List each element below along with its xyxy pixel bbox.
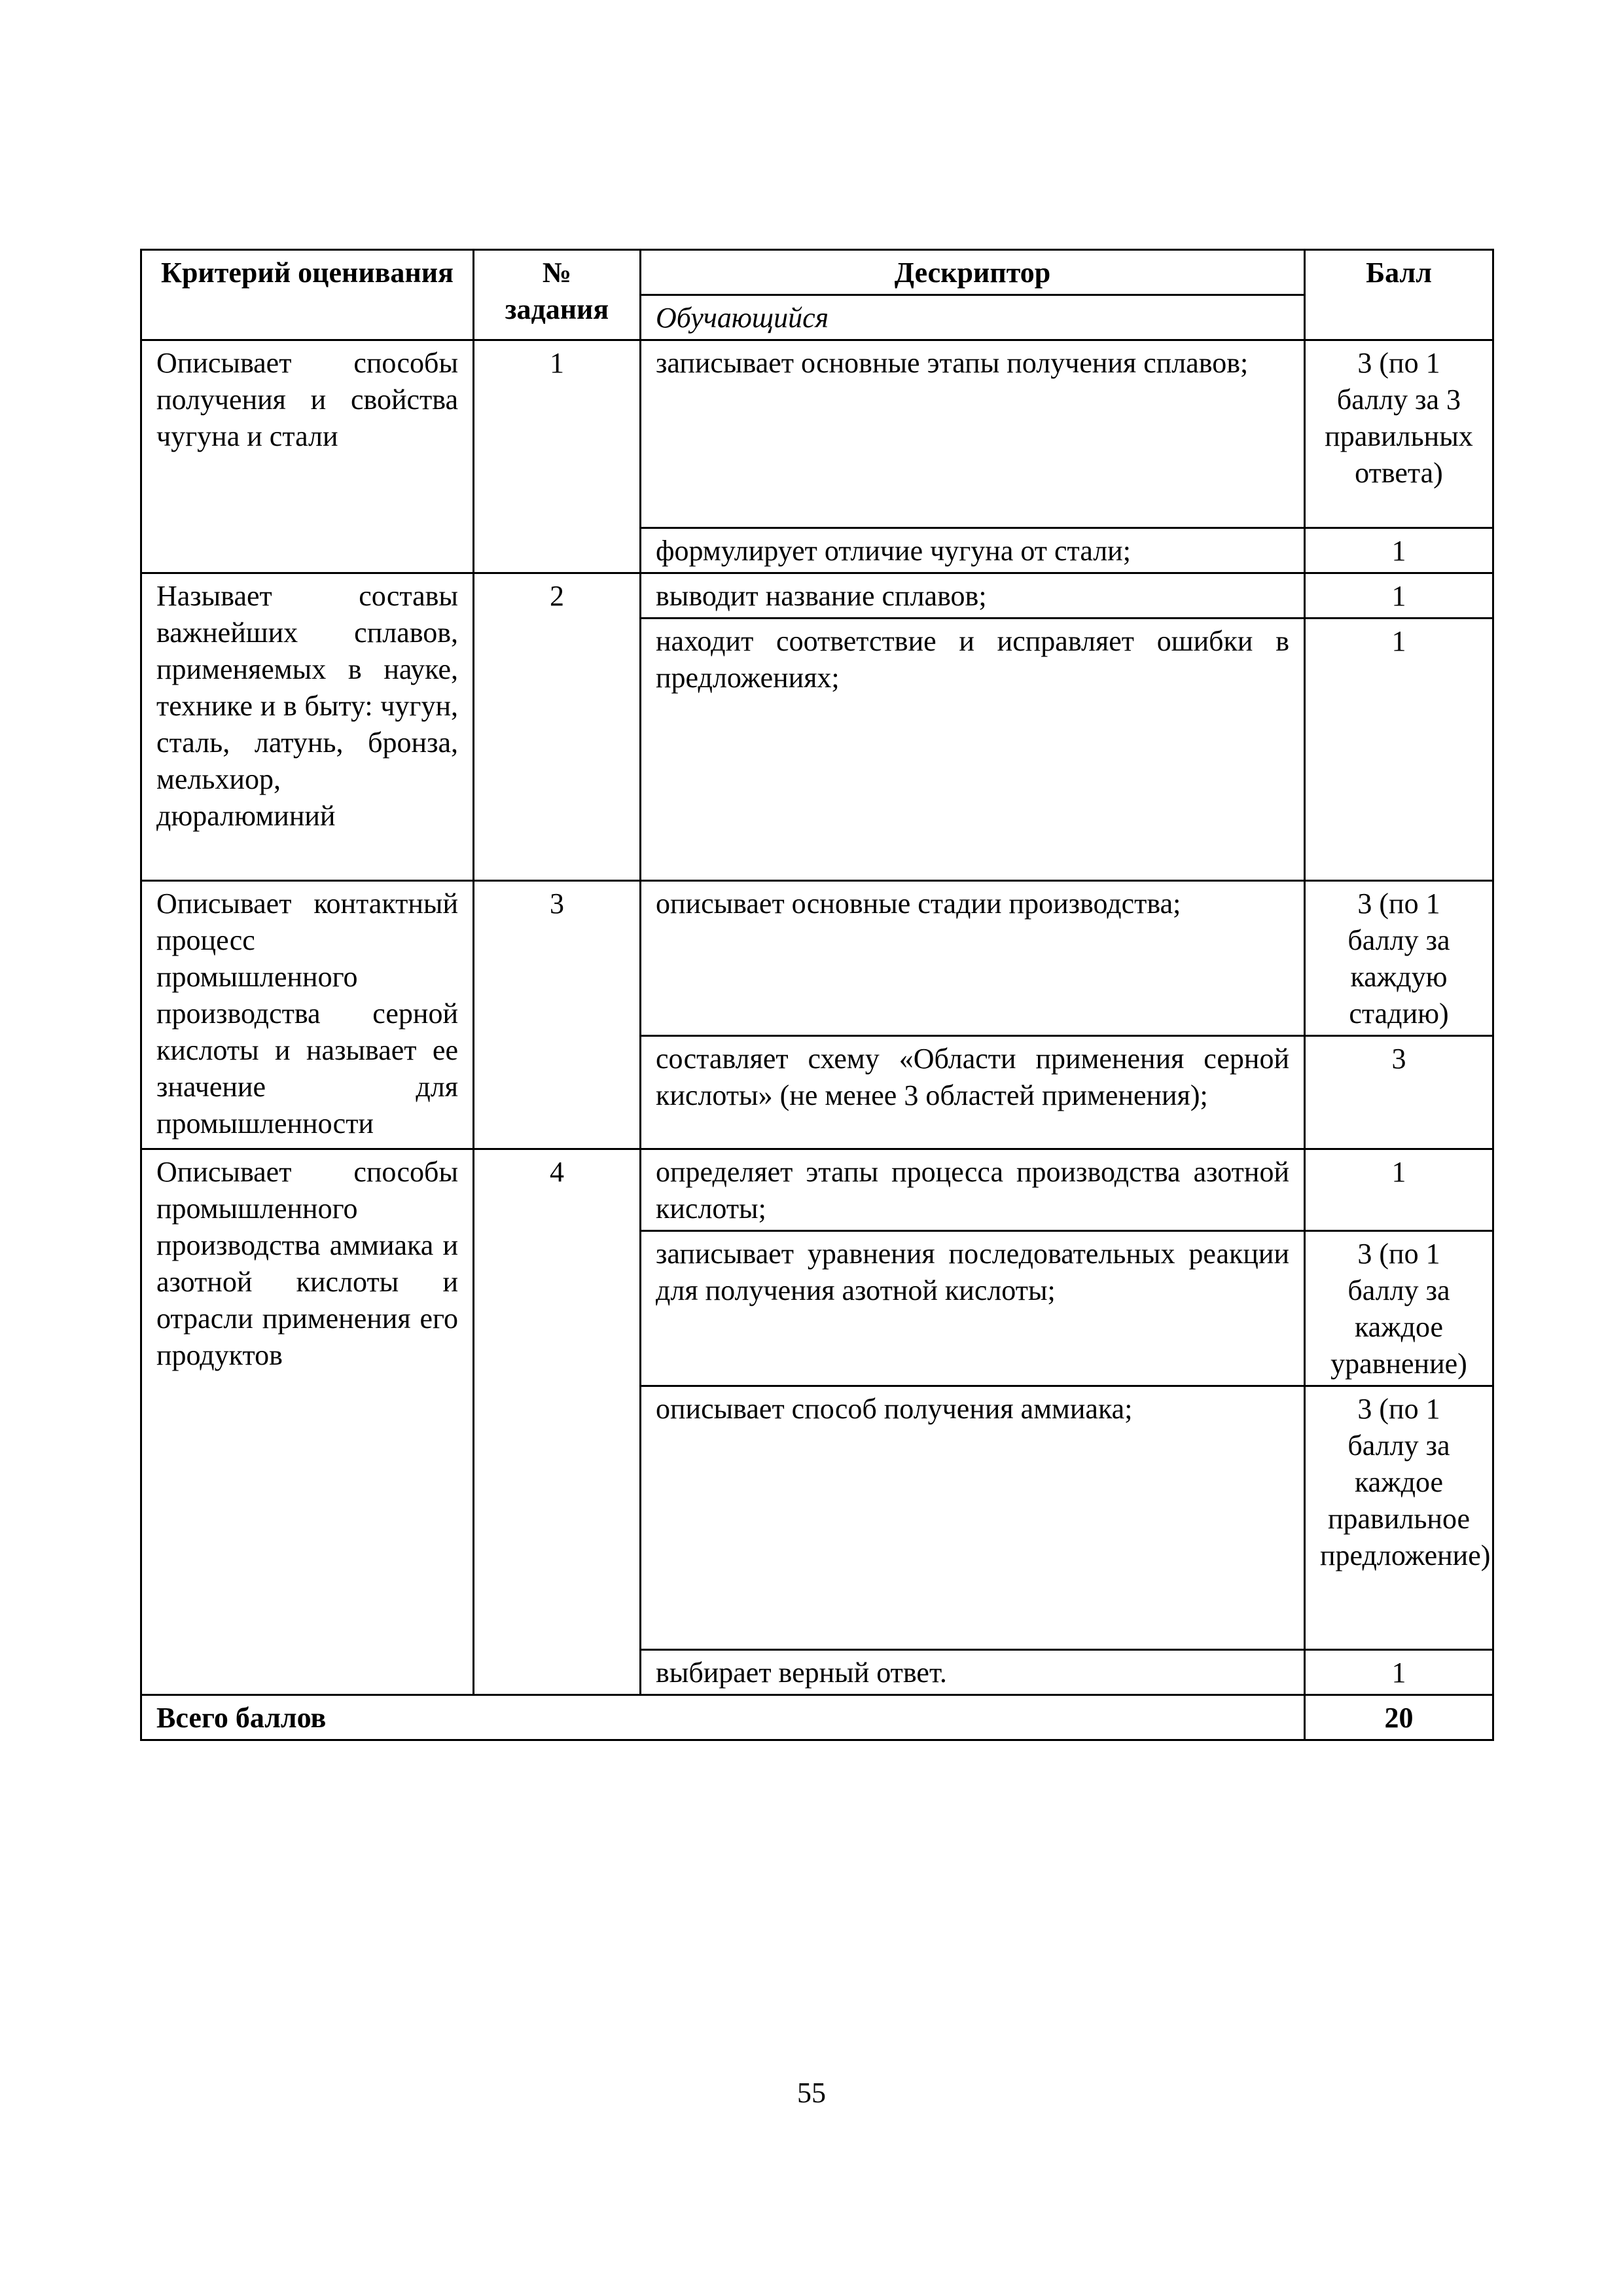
header-task-number: № задания — [474, 250, 641, 340]
descriptor-cell: записывает уравнения последовательных реакции для получения азотной кислоты; — [641, 1231, 1305, 1386]
descriptor-cell: выводит название сплавов; — [641, 573, 1305, 619]
score-cell: 1 — [1305, 1650, 1493, 1695]
page-number: 55 — [797, 2077, 826, 2109]
descriptor-cell: составляет схему «Области применения серной кислоты» (не менее 3 областей применения); — [641, 1036, 1305, 1149]
header-score: Балл — [1305, 250, 1493, 340]
total-row — [141, 1695, 1493, 1740]
score-cell: 3 (по 1 баллу за каждую стадию) — [1305, 881, 1493, 1036]
table-row — [141, 340, 1493, 528]
score-cell: 3 (по 1 баллу за каждое правильное предложение) — [1305, 1386, 1493, 1650]
header-learner: Обучающийся — [641, 295, 1305, 340]
total-score: 20 — [1305, 1695, 1493, 1740]
task-number-cell: 3 — [474, 881, 641, 1149]
criterion-cell: Описывает способы промышленного производства аммиака и азотной кислоты и отрасли применения его продуктов — [141, 1149, 474, 1695]
criterion-cell: Называет составы важнейших сплавов, применяемых в науке, технике и в быту: чугун, сталь, латунь, бронза, мельхиор, дюралюминий — [141, 573, 474, 881]
score-cell: 3 — [1305, 1036, 1493, 1149]
descriptor-cell: описывает основные стадии производства; — [641, 881, 1305, 1036]
score-cell: 3 (по 1 баллу за каждое уравнение) — [1305, 1231, 1493, 1386]
task-number-cell: 4 — [474, 1149, 641, 1695]
descriptor-cell: записывает основные этапы получения сплавов; — [641, 340, 1305, 528]
table-row — [141, 573, 1493, 619]
descriptor-cell: находит соответствие и исправляет ошибки в предложениях; — [641, 619, 1305, 881]
table-row — [141, 881, 1493, 1036]
descriptor-cell: выбирает верный ответ. — [641, 1650, 1305, 1695]
header-descriptor: Дескриптор — [641, 250, 1305, 295]
table-row — [141, 1149, 1493, 1231]
header-criterion: Критерий оценивания — [141, 250, 474, 340]
criterion-cell: Описывает контактный процесс промышленного производства серной кислоты и называет ее значение для промышленности — [141, 881, 474, 1149]
task-number-cell: 2 — [474, 573, 641, 881]
score-cell: 1 — [1305, 1149, 1493, 1231]
score-cell: 1 — [1305, 528, 1493, 573]
score-cell: 3 (по 1 баллу за 3 правильных ответа) — [1305, 340, 1493, 528]
descriptor-cell: формулирует отличие чугуна от стали; — [641, 528, 1305, 573]
assessment-criteria-table — [140, 249, 1494, 1741]
score-cell: 1 — [1305, 573, 1493, 619]
criterion-cell: Описывает способы получения и свойства чугуна и стали — [141, 340, 474, 573]
total-label: Всего баллов — [141, 1695, 1305, 1740]
table-header-row — [141, 250, 1493, 295]
task-number-cell: 1 — [474, 340, 641, 573]
score-cell: 1 — [1305, 619, 1493, 881]
descriptor-cell: определяет этапы процесса производства азотной кислоты; — [641, 1149, 1305, 1231]
descriptor-cell: описывает способ получения аммиака; — [641, 1386, 1305, 1650]
